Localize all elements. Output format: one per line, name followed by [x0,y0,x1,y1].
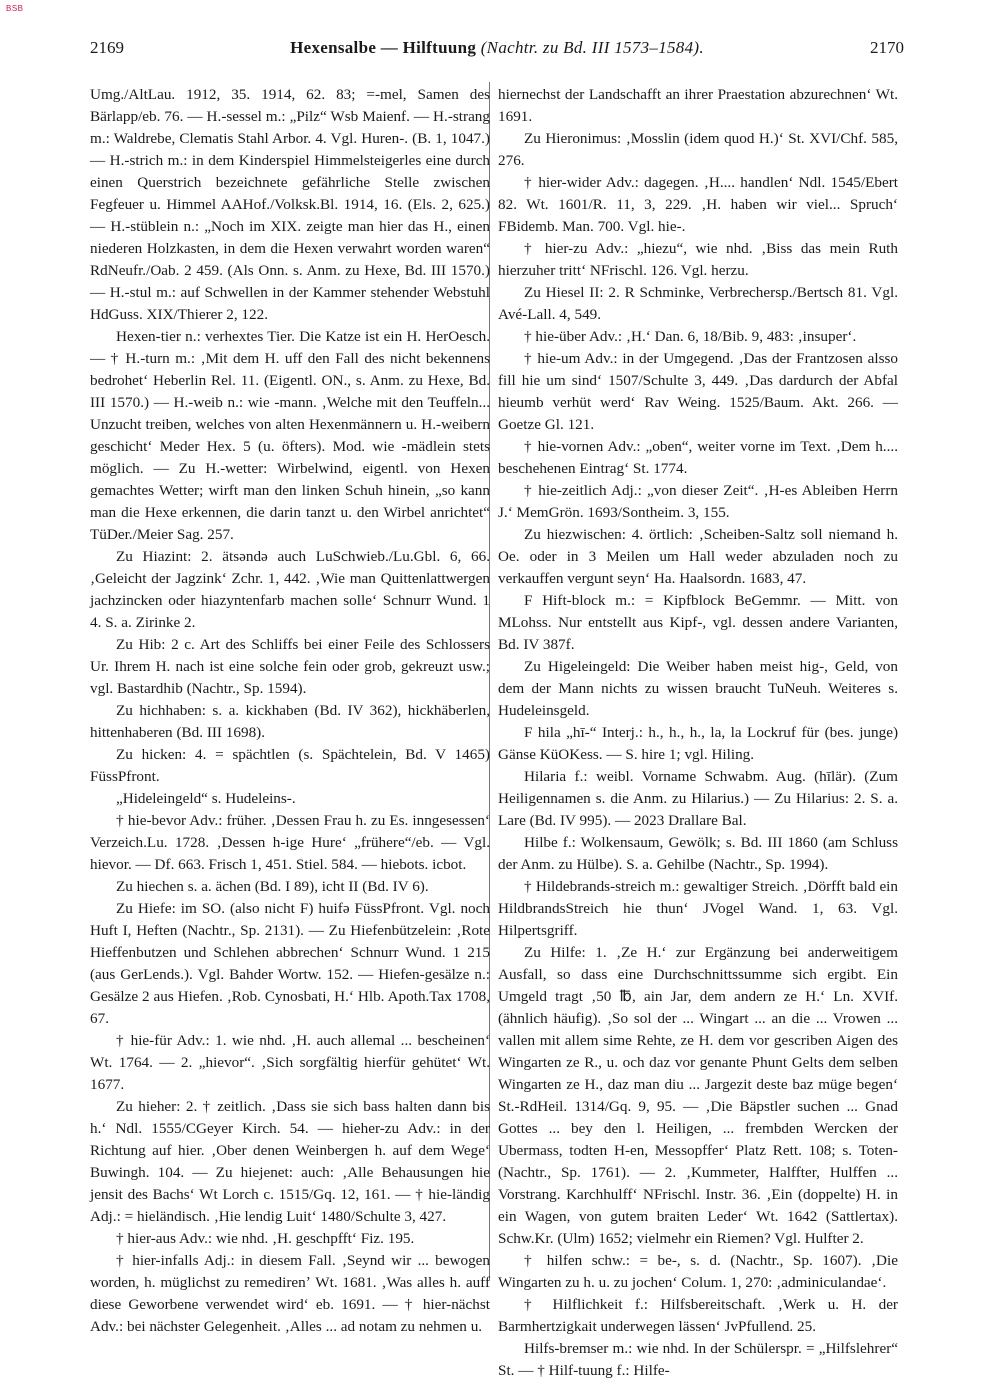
entry-paragraph: Hexen-tier n.: verhextes Tier. Die Katze ist ein H. HerOesch. — † H.-turn m.: ‚Mit dem H. uff den Fall des nicht bekennens bedrohet‘ Heberlin Rel. 11. (Eigentl. ON., s. Anm. zu Hexe, Bd. III 1570.) — H.-weib n.: wie -mann. ‚Welche mit den Teuffeln... Unzucht treiben, welches von alten Hexenmännern u. H.-weibern geschicht‘ Meder Hex. 5 (u. öfters). Mod. wie -mädlein stets möglich. — Zu H.-wetter: Wirbelwind, eigentl. von Hexen gemachtes Wetter; wirft man den linken Schuh hinein, „so kann man die Hexe erkennen, die darin tanzt u. den Wirbel anrichtet“ TüDer./Meier Sag. 257. [90,328,490,543]
entry-paragraph: † hier-zu Adv.: „hiezu“, wie nhd. ‚Biss das mein Ruth hierzuher tritt‘ NFrischl. 126. Vgl. herzu. [498,240,898,279]
entry-paragraph: Hilfs-bremser m.: wie nhd. In der Schülerspr. = „Hilfslehrer“ St. — † Hilf-tuung f.: Hilfe- [498,1340,898,1379]
library-stamp: BSB [6,4,24,13]
entry-paragraph: Umg./AltLau. 1912, 35. 1914, 62. 83; =-mel, Samen des Bärlapp/eb. 76. — H.-sessel m.: „Pilz“ Wsb Maienf. — H.-strang m.: Waldrebe, Clematis Stahl Arbor. 4. Vgl. Huren-. (B. 1, 1047.) — H.-strich m.: in dem Kinderspiel Himmelsteigerles eine durch einen Querstrich bezeichnete gefährliche Stelle zwischen Fegfeuer u. Himmel AAHof./Volksk.Bl. 1914, 16. (Els. 2, 625.) — H.-stüblein n.: „Noch im XIX. zeigte man hier das H., einen niederen Holzkasten, in dem die Hexen verwahrt worden waren“ RdNeufr./Oab. 2 459. (Als Onn. s. Anm. zu Hexe, Bd. III 1570.) — H.-stul m.: auf Schwellen in der Kammer stehender Webstuhl HdGuss. XIX/Thierer 2, 122. [90,86,490,323]
running-title [90,38,904,58]
entry-paragraph: † hie-zeitlich Adj.: „von dieser Zeit“. ‚H-es Ableiben Herrn J.‘ MemGrön. 1693/Sontheim. 3, 155. [498,482,898,521]
entry-paragraph: Zu Hiesel II: 2. R Schminke, Verbrechersp./Bertsch 81. Vgl. Avé-Lall. 4, 549. [498,284,898,323]
entry-paragraph: Zu Hiefe: im SO. (also nicht F) huifə FüssPfront. Vgl. noch Huft I, Heften (Nachtr., Sp. 2131). — Zu Hiefenbützelein: ‚Rote Hieffenbutzen und Schlehen abbrechen‘ Schnurr Wund. 1 215 (aus GerLends.). Vgl. Bahder Wortw. 152. — Hiefen-gesälze n.: Gesälze 2 aus Hiefen. ‚Rob. Cynosbati, H.‘ Hlb. Apoth.Tax 1708, 67. [90,900,490,1027]
entry-paragraph: hiernechst der Landschafft an ihrer Praestation abzurechnen‘ Wt. 1691. [498,86,898,125]
entry-paragraph: † hier-wider Adv.: dagegen. ‚H.... handlen‘ Ndl. 1545/Ebert 82. Wt. 1601/R. 11, 3, 229. ‚H. haben wir viel... Spruch‘ FBidemb. Man. 700. Vgl. hie-. [498,174,898,235]
entry-paragraph: Zu hichhaben: s. a. kickhaben (Bd. IV 362), hickhäberlen, hittenhaberen (Bd. III 1698). [90,702,490,741]
running-title-main: Hexensalbe — Hilftuung [290,38,477,57]
entry-paragraph: Zu hiechen s. a. ächen (Bd. I 89), icht II (Bd. IV 6). [116,878,429,895]
left-column [90,84,490,1338]
entry-paragraph: † Hilflichkeit f.: Hilfsbereitschaft. ‚Werk u. H. der Barmhertzigkait underwegen lässen‘ JvPfullend. 25. [498,1296,898,1335]
right-column [498,84,898,1382]
running-title-note: (Nachtr. zu Bd. III 1573–1584). [480,38,704,57]
entry-paragraph: Zu hiezwischen: 4. örtlich: ‚Scheiben-Saltz soll niemand h. Oe. oder in 3 Meilen um Hall weder abzuladen noch zu verkauffen vergunt seyn‘ Ha. Haalsordn. 1683, 47. [498,526,898,587]
entry-paragraph: † hilfen schw.: = be-, s. d. (Nachtr., Sp. 1607). ‚Die Wingarten zu h. u. zu jochen‘ Colum. 1, 270: ‚adminiculandae‘. [498,1252,898,1291]
entry-paragraph: † hier-infalls Adj.: in diesem Fall. ‚Seynd wir ... bewogen worden, h. müglichst zu remedirenʼ Wt. 1681. ‚Was alles h. auff diese Geworbene verwendet wird‘ eb. 1691. — † hier-nächst Adv.: bei nächster Gelegenheit. ‚Alles ... ad notam zu nehmen u. [90,1252,490,1335]
entry-paragraph: † hie-vornen Adv.: „oben“, weiter vorne im Text. ‚Dem h.... beschehenen Eintrag‘ St. 1774. [498,438,898,477]
entry-paragraph: † hie-um Adv.: in der Umgegend. ‚Das der Frantzosen alsso fill hie um sind‘ 1507/Schulte 3, 449. ‚Das dardurch der Abfal hieumb verhüt werd‘ Rav Weing. 1525/Baum. Akt. 266. — Goetze Gl. 121. [498,350,898,433]
entry-paragraph: „Hideleingeld“ s. Hudeleins-. [116,790,296,807]
entry-paragraph: Hilaria f.: weibl. Vorname Schwabm. Aug. (hīlär). (Zum Heiligennamen s. die Anm. zu Hilarius.) — Zu Hilarius: 2. S. a. Lare (Bd. IV 995). — 2023 Drallare Bal. [498,768,898,829]
page-number-left: 2169 [90,38,124,57]
page-header [90,38,904,62]
entry-paragraph: † hie-bevor Adv.: früher. ‚Dessen Frau h. zu Es. inngesessen‘ Verzeich.Lu. 1728. ‚Dessen h-ige Hure‘ „frühere“/eb. — Vgl. hievor. — Df. 663. Frisch 1, 451. Stiel. 584. — hiebots. icbot. [90,812,490,873]
entry-paragraph: F hila „hī-“ Interj.: h., h., h., la, la Lockruf für (bes. junge) Gänse KüOKess. — S. hire 1; vgl. Hiling. [498,724,898,763]
entry-paragraph: Zu Hiazint: 2. ätsəndə auch LuSchwieb./Lu.Gbl. 6, 66. ‚Geleicht der Jagzink‘ Zchr. 1, 442. ‚Wie man Quittenlattwergen jachzincken oder hiazyntenfarb machen solle‘ Schnurr Wund. 1 4. S. a. Zirinke 2. [90,548,490,631]
entry-paragraph: Zu Hilfe: 1. ‚Ze H.‘ zur Ergänzung bei anderweitigem Ausfall, so dass eine Durchschnittssumme sich ergibt. Ein Umgeld tragt ‚50 ℔, ain Jar, dem andern ze H.‘ Ln. XVIf. (ähnlich häufig). ‚So sol der ... Wingart ... an die ... Vrowen ... vallen mit allem sime Rehte, ze H. dem vor gescriben Aigen des Wingarten ze R., u. och daz vor genante Phunt Gelts dem selben Wingarten ze H., daz man diu ... Jargezit deste baz müge begen‘ St.-RdHeil. 1314/Gq. 9, 95. — ‚Die Bäpstler suchen ... Gnad Gottes ... bey den l. Heiligen, ... frembden Wercken der Ubermass, todten H-en, Messopffer‘ Platz Rett. 108; s. Toten- (Nachtr., Sp. 1761). — 2. ‚Kummeter, Halffter, Hulffen ... Vorstrang. Karchhulff‘ NFrischl. Instr. 36. ‚Ein (doppelte) H. in ein Wagen, von gutem braiten Leder‘ Wt. 1642 (Sattlertax). Schw.Kr. (Ulm) 1652; vielmehr ein Riemen? Vgl. Hulfter 2. [498,944,898,1247]
page-number-right: 2170 [870,38,904,57]
entry-paragraph: Zu Hib: 2 c. Art des Schliffs bei einer Feile des Schlossers Ur. Ihrem H. nach ist eine solche fein oder grob, gekreuzt usw.; vgl. Bastardhib (Nachtr., Sp. 1594). [90,636,490,697]
entry-paragraph: † hie-für Adv.: 1. wie nhd. ‚H. auch allemal ... bescheinen‘ Wt. 1764. — 2. „hievor“. ‚Sich sorgfältig hierfür gehütet‘ Wt. 1677. [90,1032,490,1093]
entry-paragraph: Zu hieher: 2. † zeitlich. ‚Dass sie sich bass halten dann bis h.‘ Ndl. 1555/CGeyer Kirch. 54. — hieher-zu Adv.: in der Richtung auf hier. ‚Ober denen Weinbergen h. auf dem Wege‘ Buwingh. 104. — Zu hiejenet: auch: ‚Alle Behausungen hie jensit des Bachs‘ Wt Lorch c. 1515/Gq. 12, 161. — † hie-ländig Adj.: = hieländisch. ‚Hie lendig Luit‘ 1480/Schulte 3, 427. [90,1098,490,1225]
entry-paragraph: † hie-über Adv.: ‚H.‘ Dan. 6, 18/Bib. 9, 483: ‚insuper‘. [524,328,857,345]
entry-paragraph: Zu Hieronimus: ‚Mosslin (idem quod H.)‘ St. XVI/Chf. 585, 276. [498,130,898,169]
entry-paragraph: Hilbe f.: Wolkensaum, Gewölk; s. Bd. III 1860 (am Schluss der Anm. zu Hülbe). S. a. Gehilbe (Nachtr., Sp. 1994). [498,834,898,873]
entry-paragraph: Zu Higeleingeld: Die Weiber haben meist hig-, Geld, von dem der Mann nichts zu wissen braucht TuNeuh. Weiteres s. Hudeleinsgeld. [498,658,898,719]
entry-paragraph: Zu hicken: 4. = spächtlen (s. Spächtelein, Bd. V 1465) FüssPfront. [90,746,490,785]
entry-paragraph: † Hildebrands-streich m.: gewaltiger Streich. ‚Dörfft bald ein HildbrandsStreich hie thun‘ JVogel Wand. 1, 63. Vgl. Hilpertsgriff. [498,878,898,939]
entry-paragraph: F Hift-block m.: = Kipfblock BeGemmr. — Mitt. von MLohss. Nur entstellt aus Kipf-, vgl. dessen andere Varianten, Bd. IV 387f. [498,592,898,653]
entry-paragraph: † hier-aus Adv.: wie nhd. ‚H. geschpfft‘ Fiz. 195. [116,1230,415,1247]
